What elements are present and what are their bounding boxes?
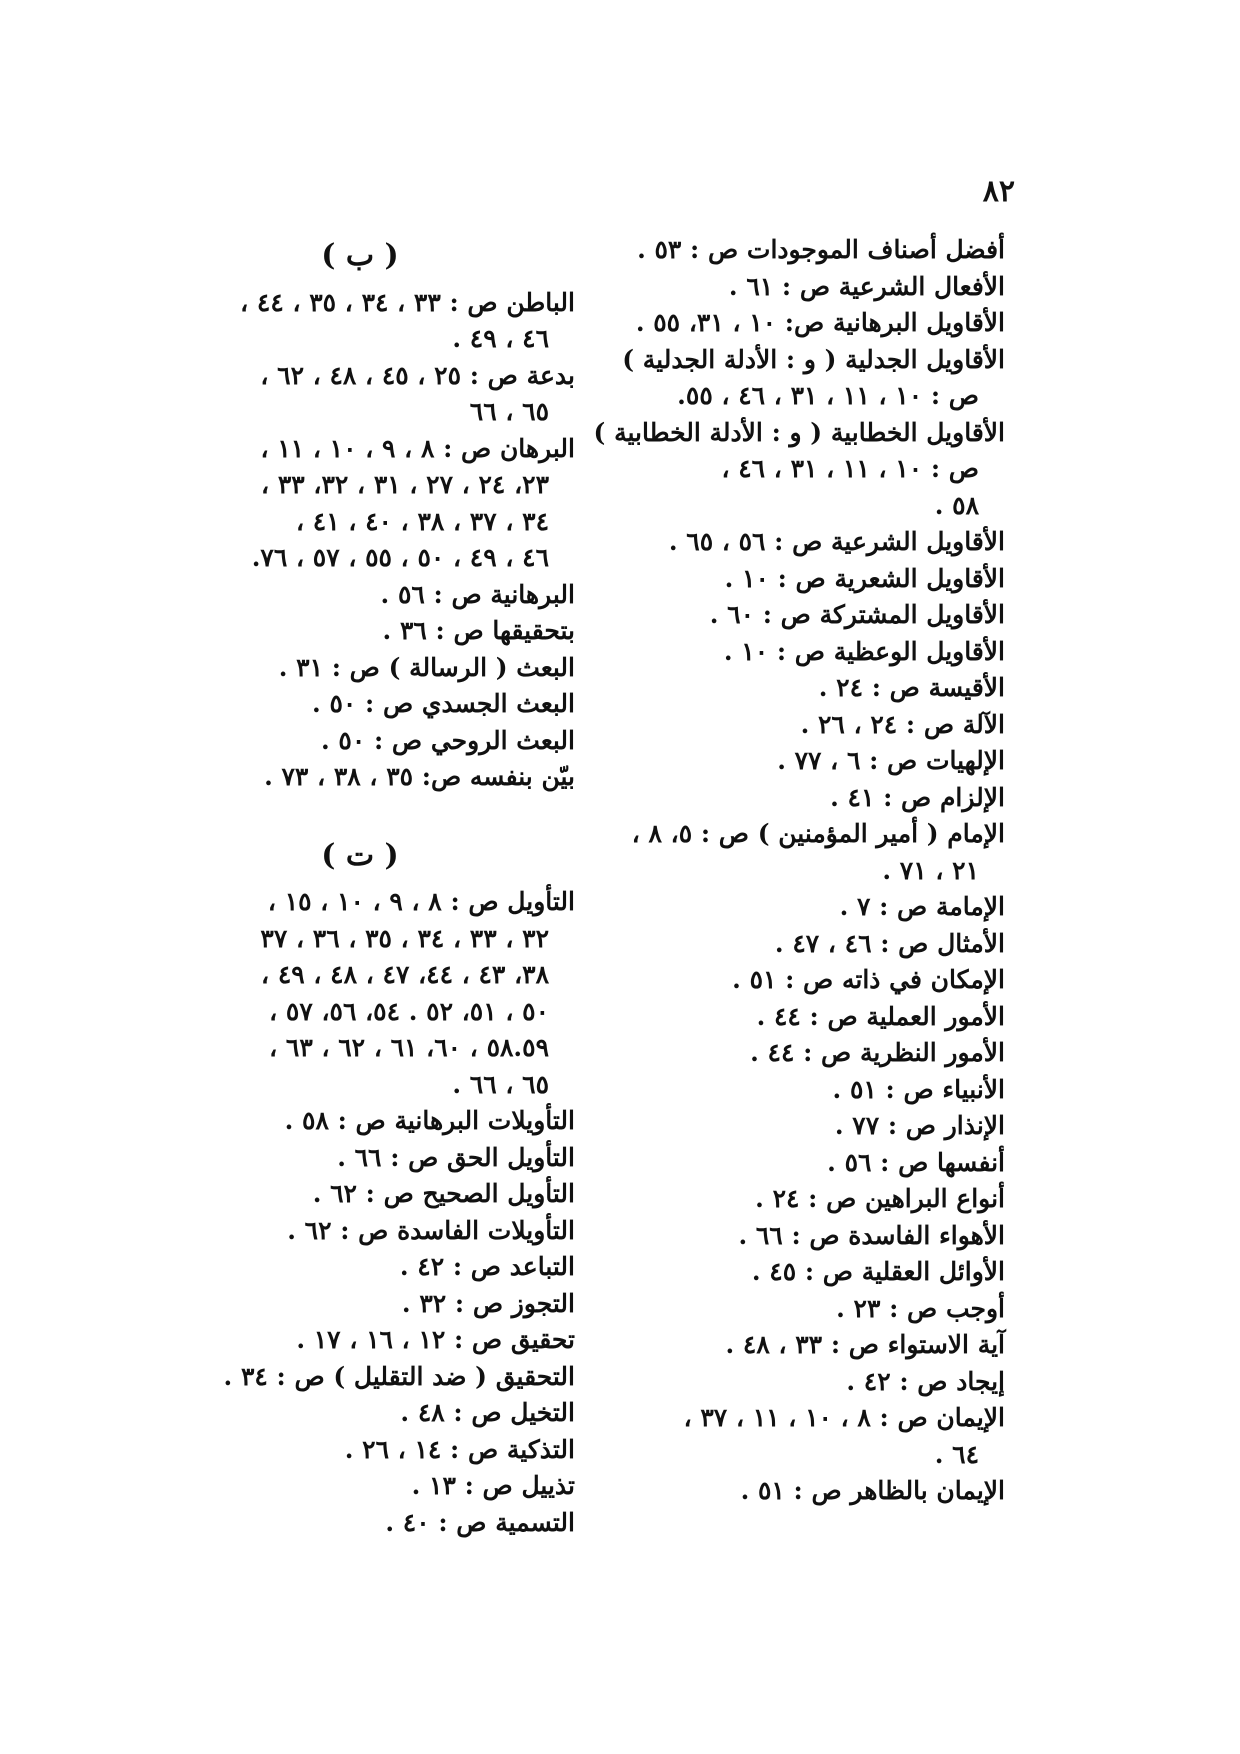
index-entry: الإمامة ص : ٧ . (839, 892, 1005, 921)
index-entry: الأقاويل الشعرية ص : ١٠ . (724, 563, 1005, 593)
index-entry: الإلزام ص : ٤١ . (830, 782, 1005, 812)
page-number: ٨٢ (982, 174, 1015, 209)
index-entry: تذييل ص : ١٣ . (411, 1471, 575, 1500)
index-entry-continuation: ٦٥ ، ٦٦ . (452, 1069, 549, 1099)
index-entry: الأقاويل الجدلية ( و : الأدلة الجدلية ) (622, 344, 1005, 374)
index-entry: البرهان ص : ٨ ، ٩ ، ١٠ ، ١١ ، (260, 433, 575, 463)
section-gap (145, 796, 575, 832)
index-entry: الإلهيات ص : ٦ ، ٧٧ . (777, 746, 1005, 775)
index-entry: أوجب ص : ٢٣ . (836, 1293, 1005, 1323)
index-entry-continuation: ٣٨، ٤٣ ، ٤٤، ٤٧ ، ٤٨ ، ٤٩ ، (261, 960, 549, 989)
index-entry-continuation: ص : ١٠ ، ١١ ، ٣١ ، ٤٦ ، (721, 454, 979, 483)
index-entry-continuation: ٣٢ ، ٣٣ ، ٣٤ ، ٣٥ ، ٣٦ ، ٣٧ (260, 923, 549, 953)
index-entry: البرهانية ص : ٥٦ . (380, 579, 575, 609)
index-entry: الأمثال ص : ٤٦ ، ٤٧ . (774, 928, 1005, 958)
index-entry: التأويل الحق ص : ٦٦ . (337, 1142, 575, 1172)
index-entry: أنفسها ص : ٥٦ . (827, 1147, 1005, 1177)
index-entry: الإمكان في ذاته ص : ٥١ . (732, 965, 1005, 994)
index-entry: الإيمان ص : ٨ ، ١٠ ، ١١ ، ٣٧ ، (683, 1403, 1005, 1432)
index-entry: التباعد ص : ٤٢ . (399, 1252, 575, 1281)
index-entry: التحقيق ( ضد التقليل ) ص : ٣٤ . (223, 1361, 575, 1391)
index-column-right (585, 232, 1005, 1510)
section-heading: ( ت ) (321, 837, 399, 873)
index-entry-continuation: ٢١ ، ٧١ . (882, 855, 979, 885)
index-entry-continuation: ٤٦ ، ٤٩ ، ٥٠ ، ٥٥ ، ٥٧ ، ٧٦. (251, 543, 549, 572)
index-entry: الأقاويل البرهانية ص: ١٠ ، ٣١، ٥٥ . (635, 308, 1005, 337)
index-entry: أفضل أصناف الموجودات ص : ٥٣ . (637, 235, 1005, 264)
index-entry: الأقيسة ص : ٢٤ . (818, 673, 1005, 702)
index-entry: الأفعال الشرعية ص : ٦١ . (728, 271, 1005, 301)
index-entry: الأقاويل المشتركة ص : ٦٠ . (709, 600, 1005, 629)
index-entry: الأمور العملية ص : ٤٤ . (756, 1001, 1005, 1031)
index-entry-continuation: ٦٥ ، ٦٦ (469, 397, 549, 426)
index-entry: الباطن ص : ٣٣ ، ٣٤ ، ٣٥ ، ٤٤ ، (240, 287, 575, 317)
index-entry: الأقاويل الشرعية ص : ٥٦ ، ٦٥ . (668, 527, 1005, 556)
index-entry-continuation: ٥٨ . (934, 490, 979, 520)
index-entry: الآلة ص : ٢٤ ، ٢٦ . (800, 709, 1005, 739)
index-entry-continuation: ٥٠ ، ٥١، ٥٢ . ٥٤، ٥٦، ٥٧ ، (269, 996, 549, 1026)
index-entry: التأويل ص : ٨ ، ٩ ، ١٠ ، ١٥ ، (267, 887, 575, 916)
index-entry: البعث الجسدي ص : ٥٠ . (312, 689, 575, 718)
index-entry: التخيل ص : ٤٨ . (400, 1398, 575, 1427)
index-entry: الأمور النظرية ص : ٤٤ . (750, 1038, 1005, 1067)
index-entry: أنواع البراهين ص : ٢٤ . (755, 1184, 1005, 1213)
index-column-left (145, 232, 575, 1541)
index-entry: التأويلات الفاسدة ص : ٦٢ . (287, 1215, 575, 1245)
index-entry: بدعة ص : ٢٥ ، ٤٥ ، ٤٨ ، ٦٢ ، (260, 360, 575, 390)
index-entry: التأويلات البرهانية ص : ٥٨ . (284, 1106, 575, 1135)
index-entry: البعث ( الرسالة ) ص : ٣١ . (278, 652, 575, 682)
index-entry: الأنبياء ص : ٥١ . (832, 1074, 1005, 1104)
index-entry-continuation: ص : ١٠ ، ١١ ، ٣١ ، ٤٦ ، ٥٥. (677, 381, 979, 410)
index-entry: التأويل الصحيح ص : ٦٢ . (312, 1179, 575, 1208)
index-entry: التسمية ص : ٤٠ . (385, 1507, 575, 1537)
index-entry-continuation: ٥٨.٥٩ ، ٦٠، ٦١ ، ٦٢ ، ٦٣ ، (269, 1033, 549, 1062)
index-entry: الأقاويل الوعظية ص : ١٠ . (723, 636, 1005, 666)
index-entry: بيّن بنفسه ص: ٣٥ ، ٣٨ ، ٧٣ . (264, 762, 575, 791)
index-entry: تحقيق ص : ١٢ ، ١٦ ، ١٧ . (296, 1325, 575, 1354)
index-entry: البعث الروحي ص : ٥٠ . (321, 725, 575, 755)
index-entry-continuation: ٦٤ . (934, 1439, 979, 1469)
index-entry: الأهواء الفاسدة ص : ٦٦ . (738, 1220, 1005, 1250)
index-entry: الإمام ( أمير المؤمنين ) ص : ٥، ٨ ، (631, 819, 1005, 848)
section-heading: ( ب ) (321, 238, 399, 273)
index-entry: الإنذار ص : ٧٧ . (834, 1111, 1005, 1140)
index-entry: آية الاستواء ص : ٣٣ ، ٤٨ . (725, 1330, 1005, 1359)
index-entry: التذكية ص : ١٤ ، ٢٦ . (344, 1434, 575, 1464)
index-entry-continuation: ٣٤ ، ٣٧ ، ٣٨ ، ٤٠ ، ٤١ ، (295, 506, 549, 536)
index-entry: الأوائل العقلية ص : ٤٥ . (751, 1257, 1005, 1286)
index-entry: إيجاد ص : ٤٢ . (846, 1366, 1005, 1396)
index-entry: بتحقيقها ص : ٣٦ . (382, 616, 575, 645)
index-entry-continuation: ٢٣، ٢٤ ، ٢٧ ، ٣١ ، ٣٢، ٣٣ ، (261, 470, 549, 499)
index-entry: الأقاويل الخطابية ( و : الأدلة الخطابية ) (593, 417, 1005, 447)
index-entry: الإيمان بالظاهر ص : ٥١ . (740, 1476, 1005, 1505)
index-entry: التجوز ص : ٣٢ . (401, 1288, 575, 1318)
index-entry-continuation: ٤٦ ، ٤٩ . (452, 324, 549, 353)
